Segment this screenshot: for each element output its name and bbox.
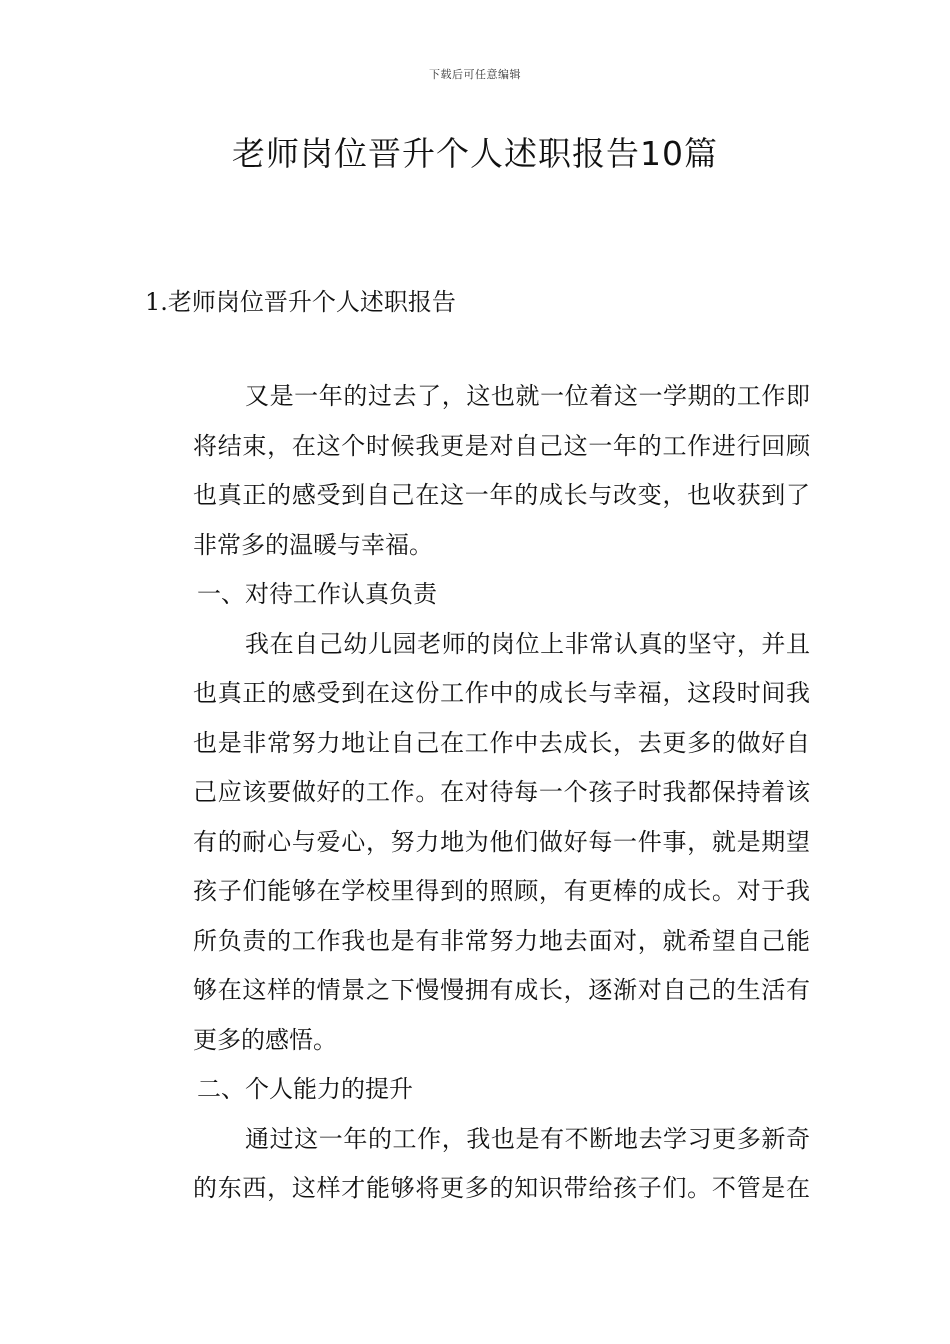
subheading-ability: 二、个人能力的提升 bbox=[197, 1075, 413, 1103]
text-line: 也真正的感受到自己在这一年的成长与改变，也收获到了 bbox=[193, 481, 810, 509]
paragraph-intro bbox=[145, 372, 810, 570]
text-line: 的东西，这样才能够将更多的知识带给孩子们。不管是在 bbox=[193, 1174, 810, 1202]
text-line: 够在这样的情景之下慢慢拥有成长，逐渐对自己的生活有 bbox=[193, 976, 810, 1004]
text-line: 将结束，在这个时候我更是对自己这一年的工作进行回顾 bbox=[193, 431, 810, 460]
text-line: 也是非常努力地让自己在工作中去成长，去更多的做好自 bbox=[193, 728, 810, 757]
document-body bbox=[145, 372, 810, 1214]
paragraph-ability bbox=[145, 1115, 810, 1214]
text-line: 也真正的感受到在这份工作中的成长与幸福，这段时间我 bbox=[193, 679, 810, 707]
text-line: 所负责的工作我也是有非常努力地去面对，就希望自己能 bbox=[193, 926, 810, 955]
text-line: 非常多的温暖与幸福。 bbox=[193, 530, 433, 559]
header-note: 下载后可任意编辑 bbox=[429, 68, 521, 81]
text-line: 己应该要做好的工作。在对待每一个孩子时我都保持着该 bbox=[193, 778, 810, 806]
text-line: 通过这一年的工作，我也是有不断地去学习更多新奇 bbox=[245, 1124, 810, 1153]
text-line: 孩子们能够在学校里得到的照顾，有更棒的成长。对于我 bbox=[193, 877, 810, 905]
text-line: 有的耐心与爱心，努力地为他们做好每一件事，就是期望 bbox=[193, 827, 810, 856]
paragraph-work-attitude bbox=[145, 620, 810, 1066]
text-line: 更多的感悟。 bbox=[193, 1025, 337, 1054]
text-line: 又是一年的过去了，这也就一位着这一学期的工作即 bbox=[245, 382, 810, 410]
subheading-work-attitude: 一、对待工作认真负责 bbox=[197, 580, 437, 608]
document-title: 老师岗位晋升个人述职报告10篇 bbox=[232, 134, 718, 173]
text-line: 我在自己幼儿园老师的岗位上非常认真的坚守，并且 bbox=[245, 629, 810, 658]
section-title: 1.老师岗位晋升个人述职报告 bbox=[145, 288, 456, 316]
